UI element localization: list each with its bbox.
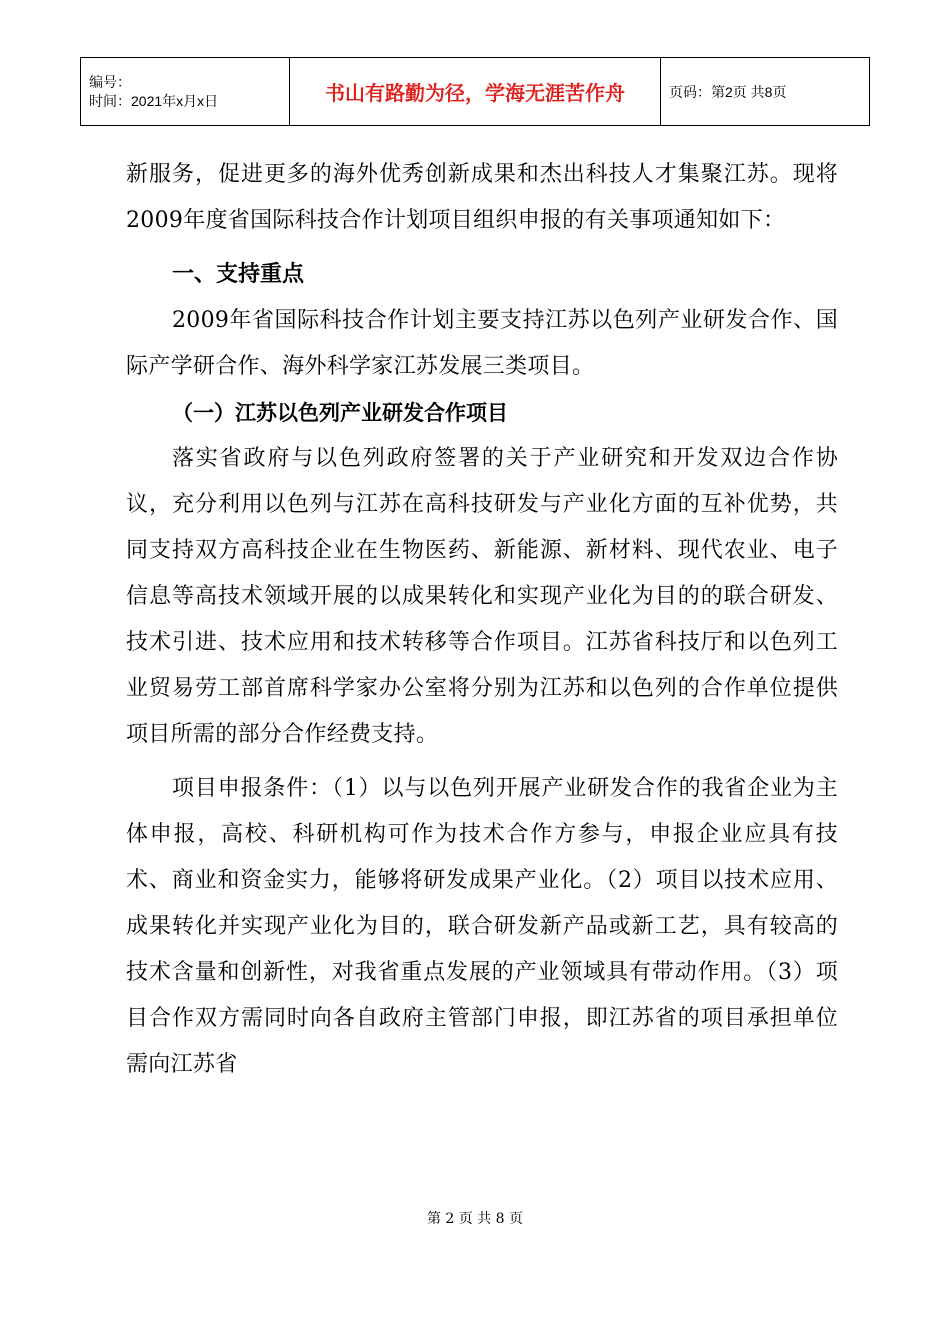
document-time: 时间：2021年x月x日 [89, 92, 219, 109]
subsection-heading: （一）江苏以色列产业研发合作项目 [172, 401, 508, 425]
paragraph-support: 2009年省国际科技合作计划主要支持江苏以色列产业研发合作、国际产学研合作、海外科学家江苏发展三类项目。 [126, 308, 838, 379]
page-footer: 第 2 页 共 8 页 [426, 1211, 524, 1227]
document-number: 编号： [89, 73, 131, 90]
header-table [80, 57, 870, 126]
header-motto: 书山有路勤为径，学海无涯苦作舟 [290, 58, 661, 126]
paragraph-israel-cooperation: 落实省政府与以色列政府签署的关于产业研究和开发双边合作协议，充分利用以色列与江苏在高科技研发与产业化方面的互补优势，共同支持双方高科技企业在生物医药、新能源、新材料、现代农业、电子信息等高技术领域开展的以成果转化和实现产业化为目的的联合研发、技术引进、技术应用和技术转移等合作项目。江苏省科技厅和以色列工业贸易劳工部首席科学家办公室将分别为江苏和以色列的合作单位提供项目所需的部分合作经费支持。 [126, 446, 838, 747]
header-left-cell [81, 58, 290, 126]
paragraph-conditions: 项目申报条件：（1）以与以色列开展产业研发合作的我省企业为主体申报，高校、科研机构可作为技术合作方参与，申报企业应具有技术、商业和资金实力，能够将研发成果产业化。（2）项目以技术应用、成果转化并实现产业化为目的，联合研发新产品或新工艺，具有较高的技术含量和创新性，对我省重点发展的产业领域具有带动作用。（3）项目合作双方需同时向各自政府主管部门申报，即江苏省的项目承担单位需向江苏省 [126, 776, 838, 1077]
section-heading: 一、支持重点 [172, 262, 305, 287]
paragraph-intro: 新服务，促进更多的海外优秀创新成果和杰出科技人才集聚江苏。现将2009年度省国际科技合作计划项目组织申报的有关事项通知如下： [126, 162, 838, 233]
document-body [126, 152, 838, 1088]
header-page-info: 页码：第2页 共8页 [661, 58, 870, 126]
